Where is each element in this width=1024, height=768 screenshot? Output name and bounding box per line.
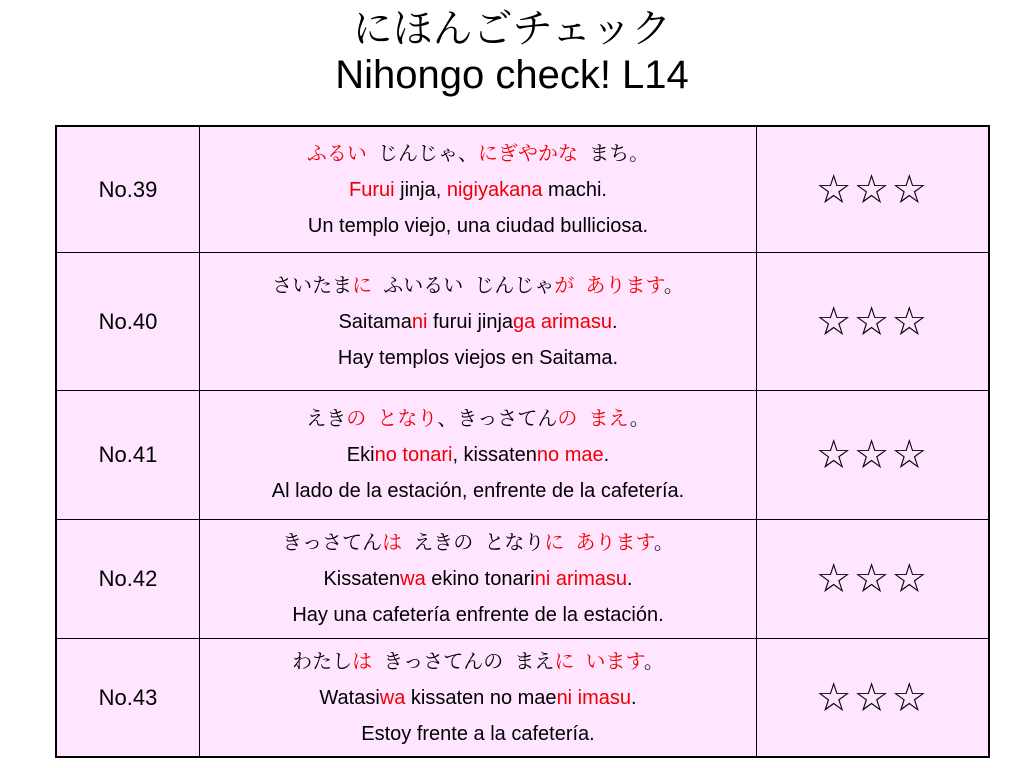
row-number: No.39: [56, 126, 200, 253]
sentence-cell: [200, 253, 757, 391]
table-row: [56, 126, 989, 253]
plain-text: ふいるい じんじゃ: [372, 274, 555, 297]
romaji-line: [200, 304, 756, 340]
highlight-text: ni imasu: [556, 686, 632, 709]
highlight-text: ni: [411, 310, 428, 333]
plain-text: jinja,: [394, 178, 447, 201]
japanese-line: [200, 136, 756, 172]
japanese-line: [200, 268, 756, 304]
sentence-cell: [200, 520, 757, 639]
star-rating[interactable]: ☆☆☆: [757, 520, 990, 639]
plain-text: machi.: [542, 178, 607, 201]
star-rating[interactable]: ☆☆☆: [757, 253, 990, 391]
japanese-line: [200, 401, 756, 437]
highlight-text: ふるい: [306, 142, 367, 165]
plain-text: 。: [663, 274, 684, 297]
row-number: No.41: [56, 391, 200, 520]
highlight-text: ga arimasu: [513, 310, 612, 333]
romaji-line: [200, 437, 756, 473]
spanish-line: Hay templos viejos en Saitama.: [337, 346, 619, 369]
highlight-text: に あります: [544, 532, 654, 554]
plain-text: 。: [643, 650, 664, 673]
highlight-text: nigiyakana: [446, 178, 543, 201]
highlight-text: の となり: [346, 408, 438, 430]
spanish-line: Estoy frente a la cafetería.: [361, 722, 595, 745]
plain-text: Kissaten: [323, 568, 401, 590]
plain-text: 。: [653, 532, 674, 554]
plain-text: kissaten no mae: [405, 686, 557, 709]
highlight-text: no tonari: [374, 444, 453, 466]
highlight-text: no mae: [536, 444, 604, 466]
plain-text: Watasi: [319, 686, 380, 709]
plain-text: Eki: [346, 444, 375, 466]
highlight-text: が あります: [554, 274, 664, 297]
plain-text: きっさてんの まえ: [372, 650, 555, 673]
romaji-line: [200, 680, 756, 716]
romaji-line: [200, 172, 756, 208]
plain-text: じんじゃ、: [366, 142, 478, 165]
plain-text: さいたま: [272, 274, 353, 297]
sentence-cell: [200, 126, 757, 253]
plain-text: .: [631, 686, 637, 709]
plain-text: えきの となり: [402, 532, 545, 554]
highlight-text: ni arimasu: [534, 568, 627, 590]
highlight-text: に います: [554, 650, 644, 673]
plain-text: .: [603, 444, 610, 466]
title-japanese: にほんごチェック: [352, 7, 672, 51]
check-table: [55, 125, 990, 758]
page-title: [0, 6, 1024, 98]
highlight-text: Furui: [349, 178, 395, 201]
highlight-text: は: [352, 650, 373, 673]
spanish-line: Al lado de la estación, enfrente de la cafetería.: [271, 480, 685, 502]
star-rating[interactable]: ☆☆☆: [757, 639, 990, 758]
plain-text: , kissaten: [452, 444, 537, 466]
table-row: [56, 253, 989, 391]
japanese-line: [200, 644, 756, 680]
highlight-text: は: [382, 532, 403, 554]
plain-text: ekino tonari: [425, 568, 535, 590]
highlight-text: にぎやかな: [478, 142, 578, 165]
table-row: [56, 391, 989, 520]
plain-text: わたし: [292, 650, 353, 673]
plain-text: 、きっさてん: [437, 408, 558, 430]
highlight-text: の まえ: [557, 408, 630, 430]
table-row: [56, 639, 989, 758]
plain-text: furui jinja: [427, 310, 514, 333]
romaji-line: [200, 561, 756, 597]
star-rating[interactable]: ☆☆☆: [757, 126, 990, 253]
spanish-line: Hay una cafetería enfrente de la estación.: [292, 604, 664, 626]
plain-text: えき: [306, 408, 347, 430]
highlight-text: に: [352, 274, 373, 297]
plain-text: まち。: [578, 142, 650, 165]
row-number: No.40: [56, 253, 200, 391]
row-number: No.43: [56, 639, 200, 758]
japanese-line: [200, 525, 756, 561]
plain-text: .: [611, 310, 618, 333]
highlight-text: wa: [400, 568, 426, 590]
star-rating[interactable]: ☆☆☆: [757, 391, 990, 520]
sentence-cell: [200, 639, 757, 758]
highlight-text: wa: [379, 686, 406, 709]
row-number: No.42: [56, 520, 200, 639]
table-row: [56, 520, 989, 639]
plain-text: 。: [629, 408, 650, 430]
plain-text: きっさてん: [282, 532, 383, 554]
spanish-line: Un templo viejo, una ciudad bulliciosa.: [307, 214, 649, 237]
sentence-cell: [200, 391, 757, 520]
plain-text: Saitama: [338, 310, 412, 333]
plain-text: .: [626, 568, 633, 590]
title-english: Nihongo check! L14: [335, 53, 689, 97]
